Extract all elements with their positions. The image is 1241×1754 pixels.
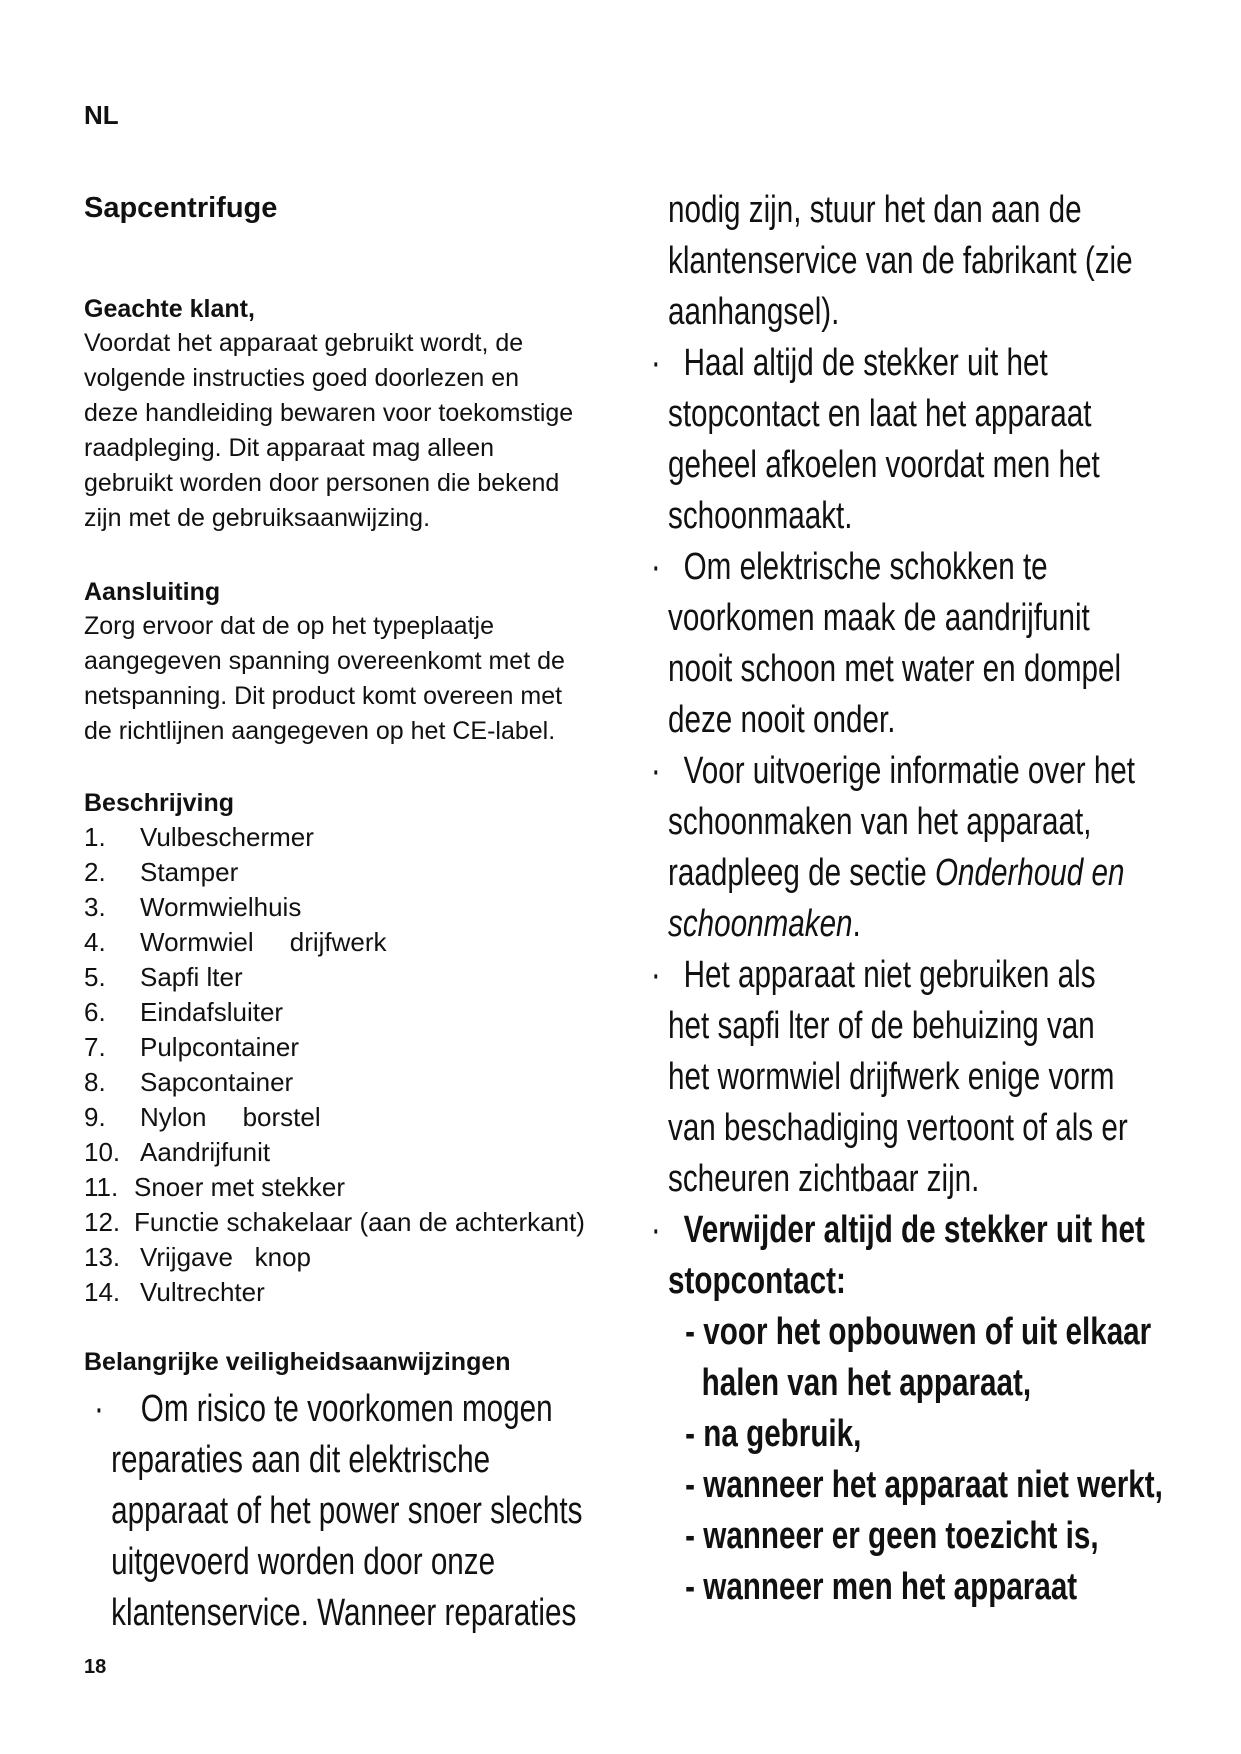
list-item: 5. Sapfi lter <box>84 962 243 992</box>
language-code: NL <box>84 100 119 130</box>
connection-line: Zorg ervoor dat de op het typeplaatje <box>84 612 494 640</box>
list-item: 6. Eindafsluiter <box>84 997 284 1027</box>
greeting-line: deze handleiding bewaren voor toekomstige <box>84 399 574 427</box>
list-item: 1. Vulbeschermer <box>84 822 314 852</box>
greeting-line: raadpleging. Dit apparaat mag alleen <box>84 434 494 462</box>
list-item: 8. Sapcontainer <box>84 1067 294 1097</box>
greeting-line: Voordat het apparaat gebruikt wordt, de <box>84 329 524 357</box>
bullet-icon: · <box>650 342 661 384</box>
greeting-section <box>84 292 644 536</box>
bullet-icon: · <box>94 1388 104 1430</box>
list-item: 14. Vultrechter <box>84 1277 265 1307</box>
list-item: 11. Snoer met stekker <box>84 1172 345 1202</box>
connection-heading: Aansluiting <box>84 578 221 606</box>
connection-section <box>84 575 644 749</box>
connection-line: aangegeven spanning overeenkomt met de <box>84 647 565 675</box>
bullet-icon: · <box>650 1209 661 1251</box>
connection-line: netspanning. Dit product komt overeen met <box>84 682 563 710</box>
greeting-line: volgende instructies goed doorlezen en <box>84 364 520 392</box>
list-item: 4. Wormwiel drijfwerk <box>84 927 387 957</box>
parts-list <box>84 820 644 1310</box>
list-item: 9. Nylon borstel <box>84 1102 321 1132</box>
list-item: 12. Functie schakelaar (aan de achterkant) <box>84 1207 585 1237</box>
greeting-heading: Geachte klant, <box>84 295 255 323</box>
connection-line: de richtlijnen aangegeven op het CE-label. <box>84 717 556 745</box>
list-item: 3. Wormwielhuis <box>84 892 302 922</box>
description-section <box>84 786 644 1310</box>
description-heading: Beschrijving <box>84 789 235 817</box>
list-item: 10. Aandrijfunit <box>84 1137 271 1167</box>
list-item: 2. Stamper <box>84 857 239 887</box>
page-title: Sapcentrifuge <box>84 192 278 224</box>
bullet-icon: · <box>650 750 661 792</box>
bullet-icon: · <box>650 546 661 588</box>
safety-heading: Belangrijke veiligheidsaanwijzingen <box>84 1348 511 1376</box>
page-number: 18 <box>84 1656 107 1678</box>
safety-right-column: nodig zijn, stuur het dan aan de klantenservice van de fabrikant (zie aanhangsel). · Haal altijd de stekker uit het stopcontact en laat het apparaat geheel afkoelen voordat men het schoonmaakt. · Om elektrische schokken te voorkomen maak de aandrijfunit nooit schoon met water en dompel deze nooit onder. · Voor uitvoerige informatie over het schoonmaken van het apparaat, raadpleeg de sectie Onderhoud en schoonmaken. · Het apparaat niet gebruiken als het sapfi lter of de behuizing van het wormwiel drijfwerk enige vorm van beschadiging vertoont of als er scheuren zichtbaar zijn. · Verwijder altijd de stekker uit het stopcontact: - voor het opbouwen of uit elkaar halen van het apparaat, - na gebruik, - wanneer het apparaat niet werkt, - wanneer er geen toezicht is, - wanneer men het apparaat <box>650 189 1163 1608</box>
list-item: 13. Vrijgave knop <box>84 1242 312 1272</box>
list-item: 7. Pulpcontainer <box>84 1032 299 1062</box>
safety-bullet-1: · Om risico te voorkomen mogen reparaties aan dit elektrische apparaat of het power snoer slechts uitgevoerd worden door onze klantenservice. Wanneer reparaties <box>94 1384 582 1639</box>
bullet-icon: · <box>650 954 661 996</box>
greeting-line: zijn met de gebruiksaanwijzing. <box>84 504 431 532</box>
greeting-line: gebruikt worden door personen die bekend <box>84 469 560 497</box>
